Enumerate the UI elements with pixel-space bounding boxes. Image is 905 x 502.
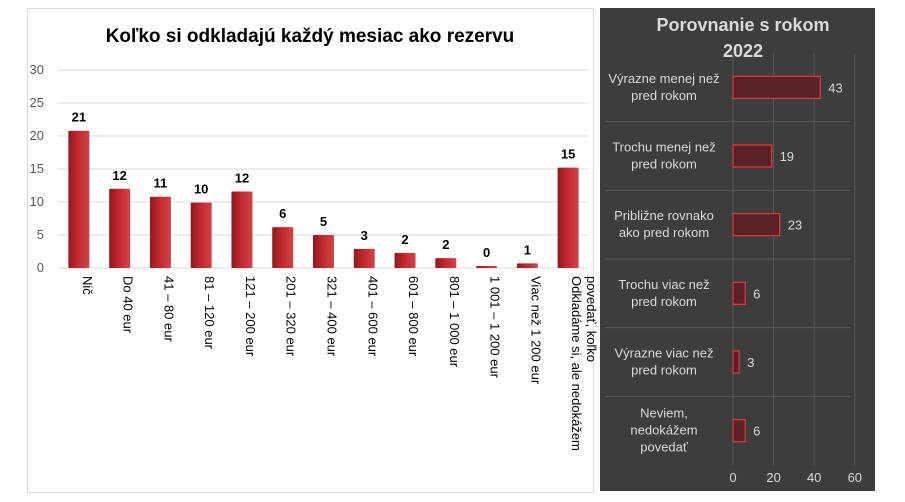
chart-title: 2022: [722, 41, 764, 61]
bar: [733, 214, 780, 236]
comparison-chart-panel: [600, 8, 875, 491]
bar: [354, 249, 375, 268]
y-tick-label: 5: [36, 227, 44, 242]
x-tick-label: 60: [847, 470, 863, 485]
bar: [68, 131, 89, 268]
data-label: 21: [71, 109, 87, 125]
x-tick-label: 0: [729, 470, 737, 485]
y-tick-label: 25: [29, 95, 44, 110]
bar: [150, 197, 171, 268]
category-label: Výrazne menej než pred rokom: [608, 70, 720, 103]
data-label: 3: [360, 227, 368, 243]
x-tick-label: 40: [806, 470, 822, 485]
bar: [435, 258, 456, 268]
data-label: 1: [523, 242, 531, 258]
y-tick-label: 0: [36, 260, 44, 275]
category-label: Neviem, nedokážem povedať: [630, 405, 698, 455]
category-label: 201 – 320 eur: [283, 276, 299, 357]
bar: [733, 420, 745, 442]
chart-title: Porovnanie s rokom: [656, 15, 830, 35]
savings-chart-panel: [27, 8, 600, 493]
category-label: 1 001 – 1 200 eur: [487, 276, 503, 378]
category-label: Viac než 1 200 eur: [528, 276, 544, 385]
category-label: Trochu menej než pred rokom: [612, 139, 716, 172]
data-label: 11: [153, 175, 168, 191]
category-label: Trochu viac než pred rokom: [618, 276, 710, 309]
bar: [517, 263, 538, 268]
category-label: Približne rovnako ako pred rokom: [614, 208, 714, 241]
data-label: 10: [193, 181, 209, 197]
bar: [191, 203, 212, 268]
data-label: 12: [234, 170, 250, 186]
category-label: 321 – 400 eur: [324, 276, 340, 357]
category-label: Do 40 eur: [120, 276, 136, 334]
bar: [395, 253, 416, 268]
category-label: Nič: [79, 276, 95, 295]
category-label: 801 – 1 000 eur: [446, 276, 462, 368]
y-tick-label: 15: [29, 161, 44, 176]
data-label: 12: [112, 167, 127, 183]
category-label: 81 – 120 eur: [202, 276, 218, 350]
data-label: 23: [787, 217, 803, 233]
category-label: 601 – 800 eur: [406, 276, 422, 357]
bar: [272, 227, 293, 268]
data-label: 19: [779, 149, 795, 164]
x-tick-label: 20: [766, 470, 781, 485]
category-label: Odkladáme si, ale nedokážempovedať, koľko: [569, 276, 600, 451]
savings-bar-chart: [28, 9, 600, 492]
data-label: 5: [319, 214, 328, 229]
bar: [476, 266, 497, 268]
data-label: 15: [560, 146, 576, 162]
comparison-bar-chart: [600, 8, 875, 491]
y-tick-label: 30: [29, 62, 44, 77]
bar: [558, 168, 579, 268]
category-label: 401 – 600 eur: [365, 276, 381, 357]
bar: [313, 235, 334, 268]
bar: [733, 145, 772, 167]
data-label: 3: [747, 355, 755, 370]
bar: [109, 189, 130, 268]
data-label: 43: [828, 80, 843, 96]
y-tick-label: 20: [29, 128, 44, 143]
bar: [231, 191, 252, 268]
data-label: 2: [401, 231, 409, 247]
data-label: 2: [442, 237, 450, 253]
data-label: 6: [753, 286, 761, 302]
bar: [733, 76, 820, 98]
category-label: 121 – 200 eur: [242, 276, 258, 357]
y-tick-label: 10: [29, 194, 44, 209]
category-label: Výrazne viac než pred rokom: [614, 345, 714, 378]
chart-title: Koľko si odkladajú každý mesiac ako rezervu: [105, 26, 515, 47]
bar: [733, 351, 739, 373]
category-label: 41 – 80 eur: [161, 276, 177, 342]
data-label: 6: [279, 206, 287, 222]
data-label: 6: [753, 423, 761, 439]
bar: [733, 282, 745, 304]
data-label: 0: [482, 245, 491, 261]
